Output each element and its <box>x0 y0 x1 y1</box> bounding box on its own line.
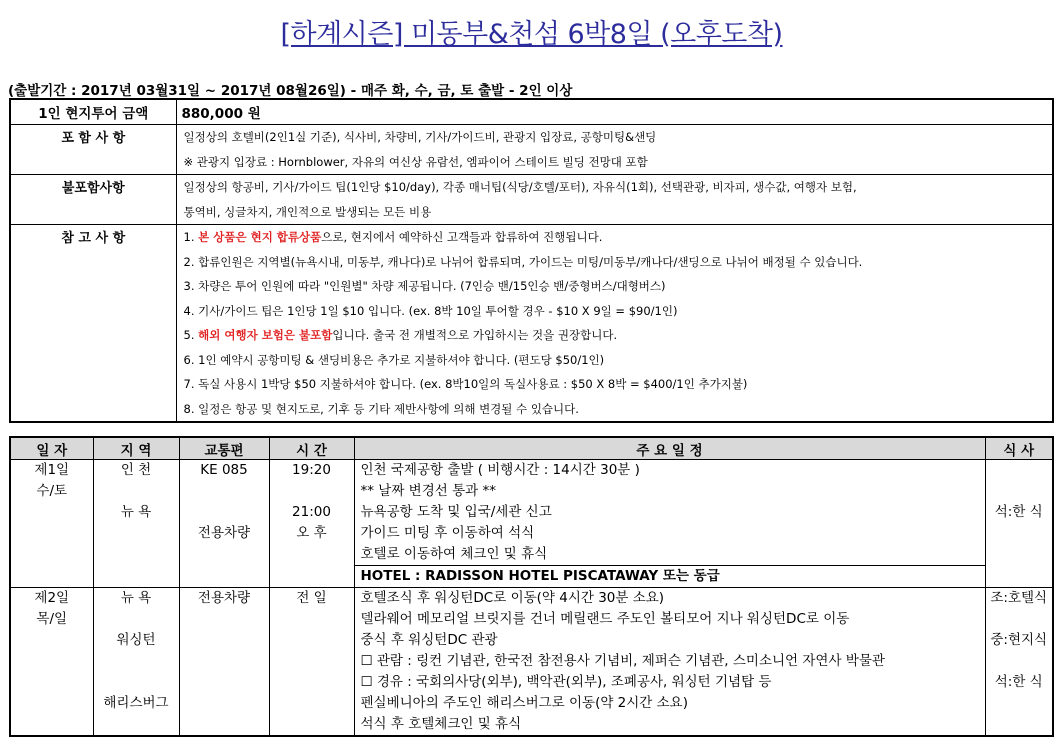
transport-line <box>180 502 269 523</box>
note-4: 4. 기사/가이드 팁은 1인당 1일 $10 입니다. (ex. 8박 10일 투어할 경우 - $10 X 9일 = $90/1인) <box>183 303 678 318</box>
day-1-region <box>93 460 179 588</box>
meal-line <box>986 481 1053 502</box>
region-line: 뉴 욕 <box>120 590 152 606</box>
date-line: 수/토 <box>36 483 68 499</box>
meal-line <box>986 609 1053 630</box>
day-1-transport <box>179 460 269 588</box>
note-1 <box>177 225 1053 250</box>
notes-row <box>10 225 1053 423</box>
itinerary-header-row <box>10 437 1053 460</box>
date-line: 목/일 <box>36 611 68 627</box>
header-region: 지 역 <box>93 437 179 460</box>
exclude-line: 통역비, 싱글차지, 개인적으로 발생되는 모든 비용 <box>183 204 432 219</box>
region-line: 뉴 욕 <box>120 504 152 520</box>
time-line: 19:20 <box>292 462 331 478</box>
day-2-time <box>269 588 354 737</box>
plan-line: ☐ 경유 : 국회의사당(외부), 백악관(외부), 조폐공사, 워싱턴 기념탑 등 <box>360 674 772 690</box>
plan-line: 가이드 미팅 후 이동하여 석식 <box>360 525 535 541</box>
include-label: 포 함 사 항 <box>10 125 176 175</box>
date-line: 제2일 <box>34 590 70 606</box>
note-highlight: 본 상품은 현지 합류상품 <box>198 230 322 244</box>
region-line <box>94 481 179 502</box>
notes-label: 참 고 사 항 <box>10 225 176 423</box>
transport-line: KE 085 <box>200 462 248 478</box>
note-7: 7. 독실 사용시 1박당 $50 지불하셔야 합니다. (ex. 8박10일의 독실사용료 : $50 X 8박 = $400/1인 추가지불) <box>183 377 748 391</box>
price-value: 880,000 원 <box>176 99 1053 125</box>
day-2-plan <box>354 588 985 737</box>
include-line: ※ 관광지 입장료 : Hornblower, 자유의 여신상 유람선, 엠파이어 스테이트 빌딩 전망대 포함 <box>183 154 648 169</box>
exclude-row <box>10 175 1053 225</box>
plan-line: 펜실베니아의 주도인 해리스버그로 이동(약 2시간 소요) <box>360 695 688 711</box>
day-2-transport <box>179 588 269 737</box>
transport-line: 전용차량 <box>197 590 251 606</box>
plan-line: 델라웨어 메모리얼 브릿지를 건너 메릴랜드 주도인 볼티모어 지나 워싱턴DC로 이동 <box>360 611 850 627</box>
day-1-row <box>10 460 1053 588</box>
note-8: 8. 일정은 항공 및 현지도로, 기후 등 기타 제반사항에 의해 변경될 수 있습니다. <box>183 401 579 416</box>
tour-info-table <box>9 98 1054 423</box>
time-line <box>270 481 354 502</box>
transport-line <box>180 481 269 502</box>
region-line: 워싱턴 <box>116 632 156 648</box>
include-line: 일정상의 호텔비(2인1실 기준), 식사비, 차량비, 기사/가이드비, 관광지 입장료, 공항미팅&샌딩 <box>183 130 657 144</box>
plan-line: 뉴욕공항 도착 및 입국/세관 신고 <box>360 504 552 520</box>
time-line: 오 후 <box>296 525 327 541</box>
hotel-line: HOTEL : RADISSON HOTEL PISCATAWAY 또는 동급 <box>355 565 985 587</box>
plan-line: ** 날짜 변경선 통과 ** <box>360 483 496 499</box>
meal-line: 석:한 식 <box>994 504 1043 520</box>
header-transport: 교통편 <box>179 437 269 460</box>
header-meal: 식 사 <box>985 437 1053 460</box>
day-2-row <box>10 588 1053 737</box>
day-2-meal <box>985 588 1053 737</box>
time-line: 전 일 <box>296 590 327 606</box>
meal-line <box>986 651 1053 672</box>
plan-line: ☐ 관람 : 링컨 기념관, 한국전 참전용사 기념비, 제퍼슨 기념관, 스미소니언 자연사 박물관 <box>360 653 885 669</box>
day-1-meal <box>985 460 1053 588</box>
include-row <box>10 125 1053 175</box>
plan-line: 호텔로 이동하여 체크인 및 휴식 <box>360 546 548 562</box>
note-2: 2. 합류인원은 지역별(뉴욕시내, 미동부, 캐나다)로 나뉘어 합류되며, 가이드는 미팅/미동부/캐나다/샌딩으로 나뉘어 배정될 수 있습니다. <box>183 254 863 269</box>
exclude-label: 불포함사항 <box>10 175 176 225</box>
region-line: 해리스버그 <box>103 695 169 711</box>
header-plan: 주 요 일 정 <box>354 437 985 460</box>
day-1-plan <box>354 460 985 588</box>
region-line: 인 천 <box>120 462 152 478</box>
note-text: 1. <box>183 230 199 244</box>
note-5 <box>177 323 1053 348</box>
region-line <box>94 672 179 693</box>
note-3: 3. 차량은 투어 인원에 따라 "인원별" 차량 제공됩니다. (7인승 밴/15인승 밴/중형버스/대형버스) <box>183 279 666 293</box>
departure-period: (출발기간 : 2017년 03월31일 ~ 2017년 08월26일) - 매주 화, 수, 금, 토 출발 - 2인 이상 <box>8 83 573 99</box>
time-line: 21:00 <box>292 504 331 520</box>
price-label: 1인 현지투어 금액 <box>10 99 176 125</box>
page-title: [하계시즌] 미동부&천섬 6박8일 (오후도착) <box>280 19 783 50</box>
plan-line: 호텔조식 후 워싱턴DC로 이동(약 4시간 30분 소요) <box>360 590 665 606</box>
day-2-date <box>10 588 93 737</box>
header-time: 시 간 <box>269 437 354 460</box>
note-text: 5. <box>183 328 199 342</box>
day-1-date <box>10 460 93 588</box>
note-text: 입니다. 출국 전 개별적으로 가입하시는 것을 권장합니다. <box>332 328 618 342</box>
note-text: 으로, 현지에서 예약하신 고객들과 합류하여 진행됩니다. <box>321 230 603 244</box>
price-row <box>10 99 1053 125</box>
meal-line: 조:호텔식 <box>990 590 1048 606</box>
header-date: 일 자 <box>10 437 93 460</box>
plan-line: 인천 국제공항 출발 ( 비행시간 : 14시간 30분 ) <box>360 462 640 478</box>
note-6: 6. 1인 예약시 공항미팅 & 샌딩비용은 추가로 지불하셔야 합니다. (편도당 $50/1인) <box>183 352 605 367</box>
meal-line: 석:한 식 <box>994 674 1043 690</box>
region-line <box>94 609 179 630</box>
day-1-time <box>269 460 354 588</box>
region-line <box>94 651 179 672</box>
meal-line: 중:현지식 <box>990 632 1048 648</box>
itinerary-table <box>9 436 1054 737</box>
transport-line: 전용차량 <box>197 525 251 541</box>
note-highlight: 해외 여행자 보험은 불포함 <box>198 328 333 342</box>
day-2-region <box>93 588 179 737</box>
date-line: 제1일 <box>34 462 70 478</box>
plan-line: 석식 후 호텔체크인 및 휴식 <box>360 716 522 732</box>
plan-line: 중식 후 워싱턴DC 관광 <box>360 632 498 648</box>
exclude-line: 일정상의 항공비, 기사/가이드 팁(1인당 $10/day), 각종 매너팁(식당/호텔/포터), 자유식(1회), 선택관광, 비자피, 생수값, 여행자 보험, <box>183 180 857 194</box>
meal-line <box>986 460 1053 481</box>
